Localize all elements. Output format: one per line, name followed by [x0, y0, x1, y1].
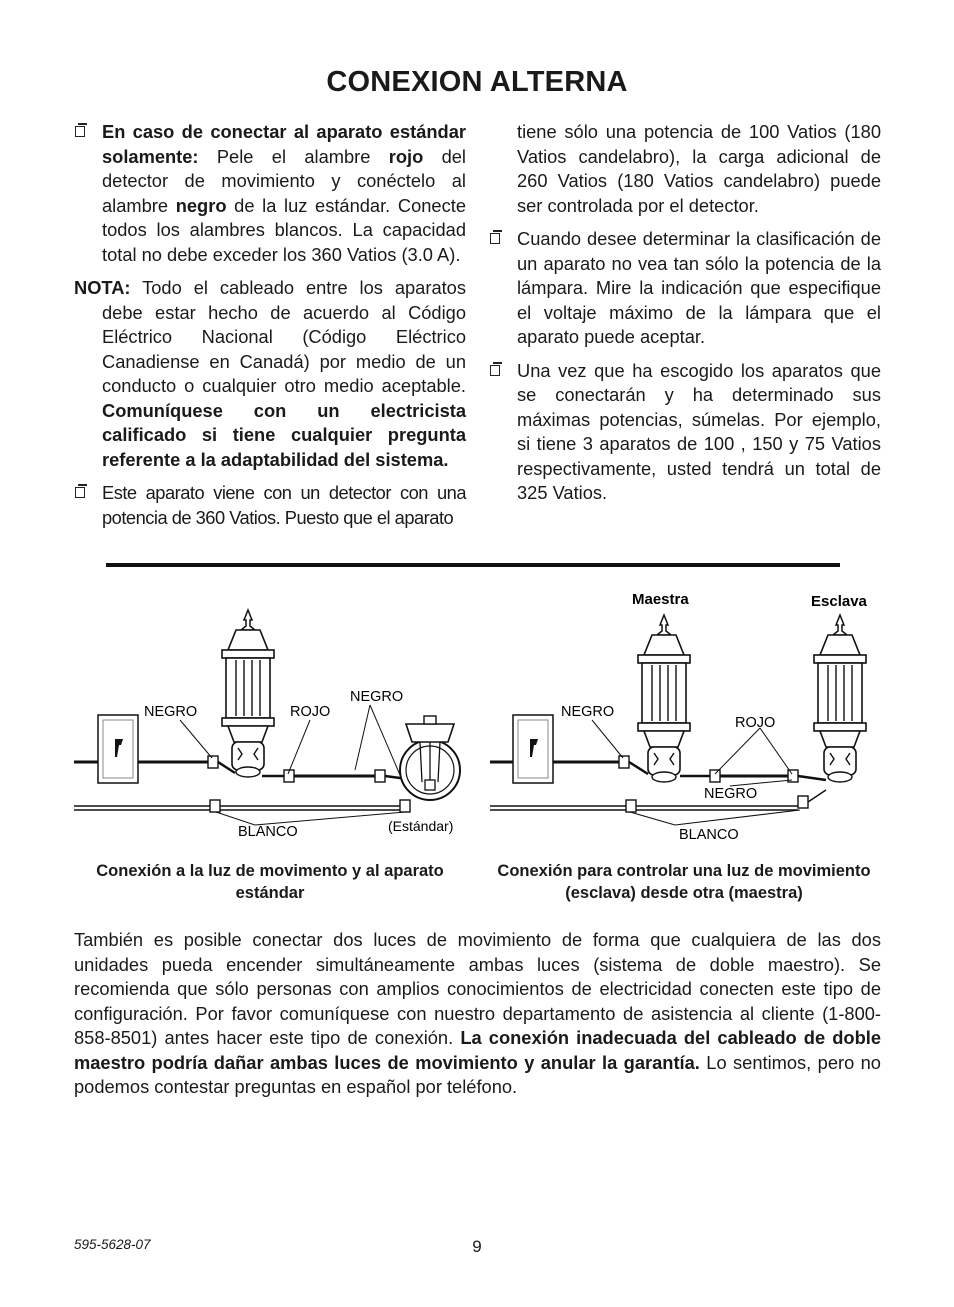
- checkbox-bullet-icon: [490, 233, 500, 244]
- label-estandar: (Estándar): [388, 818, 454, 834]
- paragraph-rating: [489, 227, 881, 350]
- page-number: 9: [472, 1237, 482, 1256]
- text: tiene sólo una potencia de 100 Vatios (180 Vatios candelabro), la carga adicional de 260 Vatios (180 Vatios candelabro) puede ser controlada por el detector.: [517, 121, 881, 216]
- paragraph-dual-master: [74, 928, 881, 1100]
- label-blanco-left: BLANCO: [238, 824, 298, 840]
- paragraph-sum-example: [489, 359, 881, 506]
- diagram-right-master-slave: [490, 591, 868, 843]
- label-esclava: Esclava: [811, 593, 867, 610]
- text: Pele el alambre: [198, 145, 389, 167]
- bold-word-rojo: rojo: [388, 145, 424, 167]
- document-code: 595-5628-07: [74, 1237, 151, 1252]
- checkbox-bullet-icon: [75, 487, 85, 498]
- text: de la luz estándar. Conecte todos los alambres blancos. La capacidad total no debe exceder los 360 Vatios (3.0 A).: [102, 194, 466, 265]
- paragraph-nota: [74, 276, 466, 472]
- label-negro-left: NEGRO: [144, 704, 198, 720]
- label-rojo-left: ROJO: [290, 704, 331, 720]
- text: Una vez que ha escogido los aparatos que se conectarán y ha determinado sus máximas potencias, súmelas. Por ejemplo, si tiene 3 aparatos de 100 , 150 y 75 Vatios respectivamente, usted tendrá un total de 325 Vatios.: [517, 359, 881, 503]
- caption-right-diagram: Conexión para controlar una luz de movimiento (esclava) desde otra (maestra): [497, 862, 871, 902]
- diagram-left-motion-and-standard: [74, 610, 460, 840]
- section-divider: [106, 563, 840, 567]
- paragraph-detector-power: [74, 481, 466, 530]
- wall-switch-icon: [513, 715, 553, 783]
- text: del detector de movimiento y conéctelo al alambre: [102, 145, 466, 216]
- master-lamp-icon: [638, 615, 690, 782]
- wall-switch-icon: [98, 715, 138, 783]
- label-negro-left-2: NEGRO: [350, 689, 404, 705]
- right-column: [489, 120, 881, 515]
- checkbox-bullet-icon: [75, 126, 85, 137]
- text: Lo sentimos, pero no podemos contestar preguntas en español por teléfono.: [74, 1051, 881, 1097]
- left-column: [74, 120, 466, 539]
- text: Este aparato viene con un detector con una potencia de 360 Vatios. Puesto que el aparato: [102, 482, 466, 528]
- text: También es posible conectar dos luces de movimiento de forma que cualquiera de las dos unidades pueda encender simultáneamente ambas luces (sistema de doble maestro). Se recomienda que sólo personas con amplios conocimientos de electricidad conecten este tipo de configuración. Por favor comuníquese con nuestro departamento de asistencia al cliente (1-800-858-8501) antes hacer este tipo de conexión.: [74, 929, 881, 1048]
- standard-lamp-icon: [400, 716, 460, 800]
- checkbox-bullet-icon: [490, 365, 500, 376]
- paragraph-continuation: [489, 120, 881, 218]
- nota-bold-text: Comuníquese con un electricista calificado si tiene cualquier pregunta referente a la adaptabilidad del sistema.: [102, 399, 466, 470]
- slave-lamp-icon: [814, 615, 866, 782]
- page-title: CONEXION ALTERNA: [326, 66, 628, 98]
- motion-lamp-icon: [222, 610, 274, 777]
- nota-label: NOTA:: [74, 277, 131, 298]
- label-negro-right: NEGRO: [561, 704, 615, 720]
- paragraph-standard-only: [74, 120, 466, 267]
- label-blanco-right: BLANCO: [679, 827, 739, 843]
- label-negro-right-2: NEGRO: [704, 786, 758, 802]
- label-rojo-right: ROJO: [735, 715, 776, 731]
- bold-word-negro: negro: [175, 194, 227, 216]
- nota-text: Todo el cableado entre los aparatos debe estar hecho de acuerdo al Código Eléctrico Nacional (Código Eléctrico Canadiense en Canadá) por medio de un conducto o cualquier otro medio aceptable.: [102, 277, 466, 396]
- wiring-diagrams: [70, 580, 890, 850]
- caption-left-diagram: Conexión a la luz de movimento y al aparato estándar: [96, 862, 444, 902]
- warning-bold-text: La conexión inadecuada del cableado de doble maestro podría dañar ambas luces de movimiento y anular la garantía.: [74, 1027, 881, 1073]
- label-maestra: Maestra: [632, 591, 689, 608]
- bold-lead: En caso de conectar al aparato estándar solamente:: [102, 121, 466, 167]
- text: Cuando desee determinar la clasificación de un aparato no vea tan sólo la potencia de la lámpara. Mire la indicación que especifique el voltaje máximo de la lámpara que el aparato puede aceptar.: [517, 228, 881, 347]
